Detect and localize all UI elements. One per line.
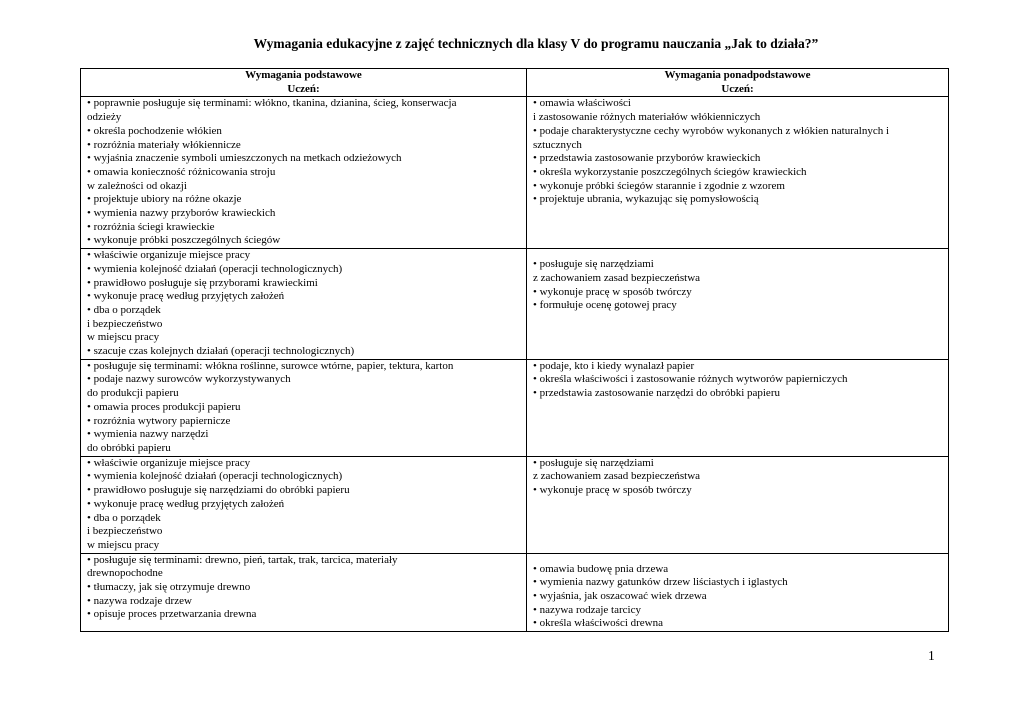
basic-requirements-cell [81, 97, 527, 249]
requirement-line: • wykonuje próbki poszczególnych ściegów [87, 234, 281, 247]
requirement-line: • określa wykorzystanie poszczególnych ściegów krawieckich [533, 165, 807, 178]
advanced-requirements-cell [527, 97, 949, 249]
table-row [81, 456, 949, 553]
requirement-line: • szacuje czas kolejnych działań (operacji technologicznych) [87, 345, 355, 358]
page-number: 1 [928, 648, 935, 663]
document-title: Wymagania edukacyjne z zajęć technicznych dla klasy V do programu nauczania „Jak to działa?” [253, 36, 819, 51]
header-advanced-sub: Uczeń: [721, 82, 754, 95]
requirement-line: • projektuje ubrania, wykazując się pomysłowością [533, 193, 759, 206]
requirement-line: • właściwie organizuje miejsce pracy [87, 456, 251, 469]
requirement-line: i bezpieczeństwo [87, 317, 163, 330]
requirement-line: • wyjaśnia znaczenie symboli umieszczonych na metkach odzieżowych [87, 152, 402, 165]
requirement-line: drewnopochodne [87, 567, 163, 580]
requirement-line: • omawia proces produkcji papieru [87, 400, 241, 413]
table-body [81, 97, 949, 632]
requirement-line: • formułuje ocenę gotowej pracy [533, 299, 677, 312]
requirement-line: z zachowaniem zasad bezpieczeństwa [533, 470, 701, 483]
basic-requirements-cell [81, 359, 527, 456]
requirement-line: • wykonuje pracę według przyjętych założeń [87, 290, 285, 303]
requirement-line: • rozróżnia wytwory papiernicze [87, 414, 231, 427]
requirement-line: • posługuje się narzędziami [533, 258, 654, 271]
table-row [81, 359, 949, 456]
requirement-line: w zależności od okazji [87, 179, 187, 192]
basic-requirements-cell [81, 249, 527, 360]
requirement-line: • wykonuje pracę według przyjętych założeń [87, 497, 285, 510]
requirement-line: i zastosowanie różnych materiałów włókienniczych [533, 111, 761, 124]
table-row [81, 97, 949, 249]
table-row [81, 553, 949, 632]
table-row [81, 249, 949, 360]
requirement-line: • wymienia nazwy narzędzi [87, 428, 209, 441]
requirement-line: • posługuje się narzędziami [533, 456, 654, 469]
requirement-line: • określa właściwości drewna [533, 617, 664, 630]
requirement-line: do produkcji papieru [87, 387, 179, 400]
requirement-line: • określa właściwości i zastosowanie różnych wytworów papierniczych [533, 373, 848, 386]
requirement-line: • rozróżnia materiały włókiennicze [87, 138, 241, 151]
requirement-line: w miejscu pracy [87, 331, 160, 344]
requirement-line: • omawia właściwości [533, 97, 631, 110]
header-advanced-label: Wymagania ponadpodstawowe [664, 69, 811, 81]
advanced-requirements-cell [527, 359, 949, 456]
requirement-line: • podaje charakterystyczne cechy wyrobów wykonanych z włókien naturalnych i [533, 124, 890, 137]
table-header-row [81, 69, 949, 97]
requirement-line: • prawidłowo posługuje się przyborami krawieckimi [87, 276, 318, 289]
header-basic-sub: Uczeń: [287, 82, 320, 95]
requirement-line: • wymienia kolejność działań (operacji technologicznych) [87, 470, 343, 483]
requirement-line: • projektuje ubiory na różne okazje [87, 193, 242, 206]
requirement-line: • podaje nazwy surowców wykorzystywanych [87, 373, 291, 386]
requirement-line: • posługuje się terminami: włókna roślinne, surowce wtórne, papier, tektura, karton [87, 359, 454, 372]
requirement-line: • tłumaczy, jak się otrzymuje drewno [87, 581, 251, 594]
requirement-line: • wykonuje próbki ściegów starannie i zgodnie z wzorem [533, 179, 785, 192]
requirements-table [80, 68, 949, 632]
requirement-line: • omawia budowę pnia drzewa [533, 562, 669, 575]
requirement-line: i bezpieczeństwo [87, 525, 163, 538]
requirement-line: • prawidłowo posługuje się narzędziami do obróbki papieru [87, 484, 350, 497]
requirement-line: • wykonuje pracę w sposób twórczy [533, 484, 692, 497]
requirement-line: • nazywa rodzaje drzew [87, 594, 192, 607]
requirement-line: • posługuje się terminami: drewno, pień, tartak, trak, tarcica, materiały [87, 553, 398, 566]
header-advanced [527, 69, 949, 97]
header-basic [81, 69, 527, 97]
basic-requirements-cell [81, 456, 527, 553]
advanced-requirements-cell [527, 249, 949, 360]
requirement-line: • nazywa rodzaje tarcicy [533, 603, 641, 616]
basic-requirements-cell [81, 553, 527, 632]
requirement-line: sztucznych [533, 138, 582, 151]
requirement-line: • przedstawia zastosowanie przyborów krawieckich [533, 152, 761, 165]
requirement-line: • przedstawia zastosowanie narzędzi do obróbki papieru [533, 387, 780, 400]
requirement-line: • podaje, kto i kiedy wynalazł papier [533, 359, 695, 372]
advanced-requirements-cell [527, 553, 949, 632]
requirement-line: z zachowaniem zasad bezpieczeństwa [533, 271, 701, 284]
requirement-line: • wymienia kolejność działań (operacji technologicznych) [87, 262, 343, 275]
requirement-line: • opisuje proces przetwarzania drewna [87, 608, 257, 621]
requirement-line: • właściwie organizuje miejsce pracy [87, 249, 251, 262]
requirement-line: • wykonuje pracę w sposób twórczy [533, 285, 692, 298]
requirement-line: • dba o porządek [87, 303, 161, 316]
requirement-line: • poprawnie posługuje się terminami: włókno, tkanina, dzianina, ścieg, konserwacja [87, 97, 457, 110]
requirement-line: • dba o porządek [87, 511, 161, 524]
requirement-line: do obróbki papieru [87, 441, 171, 454]
requirement-line: odzieży [87, 111, 122, 124]
requirement-line: w miejscu pracy [87, 538, 160, 551]
requirement-line: • wymienia nazwy przyborów krawieckich [87, 207, 276, 220]
requirement-line: • wymienia nazwy gatunków drzew liściastych i iglastych [533, 576, 788, 589]
requirement-line: • rozróżnia ściegi krawieckie [87, 220, 215, 233]
requirement-line: • omawia konieczność różnicowania stroju [87, 165, 276, 178]
header-basic-label: Wymagania podstawowe [245, 69, 362, 81]
requirement-line: • wyjaśnia, jak oszacować wiek drzewa [533, 590, 707, 603]
advanced-requirements-cell [527, 456, 949, 553]
requirement-line: • określa pochodzenie włókien [87, 124, 222, 137]
